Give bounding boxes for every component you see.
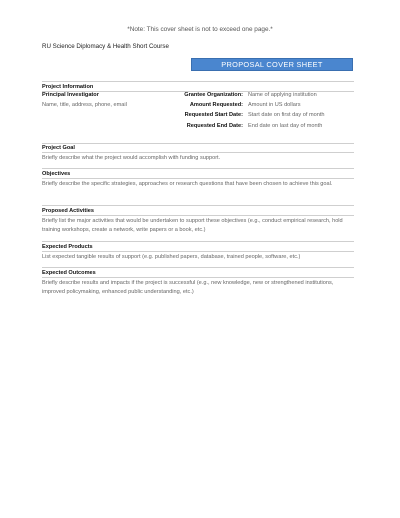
course-title: RU Science Diplomacy & Health Short Course <box>42 43 169 50</box>
start-date-value: Start date on first day of month <box>248 112 325 118</box>
pi-desc: Name, title, address, phone, email <box>42 102 127 108</box>
start-date-label: Requested Start Date: <box>184 112 243 118</box>
divider <box>42 152 354 153</box>
end-date-value: End date on last day of month <box>248 123 323 129</box>
divider <box>42 267 354 268</box>
divider <box>42 81 354 82</box>
divider <box>42 205 354 206</box>
objectives-heading: Objectives <box>42 171 71 177</box>
end-date-label: Requested End Date: <box>186 123 243 129</box>
project-goal-heading: Project Goal <box>42 145 75 151</box>
pi-label: Principal Investigator <box>42 92 99 98</box>
project-info-heading: Project Information <box>42 84 94 90</box>
divider <box>42 215 354 216</box>
divider <box>42 277 354 278</box>
outcomes-heading: Expected Outcomes <box>42 270 96 276</box>
cover-note: *Note: This cover sheet is not to exceed one page.* <box>127 26 273 33</box>
grantee-org-label: Grantee Organization: <box>184 92 243 98</box>
divider <box>42 178 354 179</box>
project-goal-desc: Briefly describe what the project would accomplish with funding support. <box>42 155 221 161</box>
objectives-desc: Briefly describe the specific strategies, approaches or research questions that have been chosen to achieve this goal. <box>42 181 333 187</box>
products-desc: List expected tangible results of support (e.g. published papers, database, trained people, software, etc.) <box>42 254 301 260</box>
outcomes-desc: Briefly describe results and impacts if the project is successful (e.g., new knowledge, new or strengthened institutions, improved policymaking, enhanced public understanding, etc.) <box>42 280 334 295</box>
activities-desc: Briefly list the major activities that would be undertaken to support these objectives (e.g., conduct empirical research, hold training workshops, create a network, write papers or a book, etc.) <box>42 218 343 233</box>
grantee-org-value: Name of applying institution <box>248 92 317 98</box>
project-info-grid <box>42 92 354 132</box>
amount-value: Amount in US dollars <box>248 102 301 108</box>
divider <box>42 143 354 144</box>
products-heading: Expected Products <box>42 244 93 250</box>
activities-heading: Proposed Activities <box>42 208 95 214</box>
divider <box>42 168 354 169</box>
amount-label: Amount Requested: <box>189 102 243 108</box>
divider <box>42 251 354 252</box>
divider <box>42 241 354 242</box>
proposal-banner: PROPOSAL COVER SHEET <box>191 58 353 71</box>
